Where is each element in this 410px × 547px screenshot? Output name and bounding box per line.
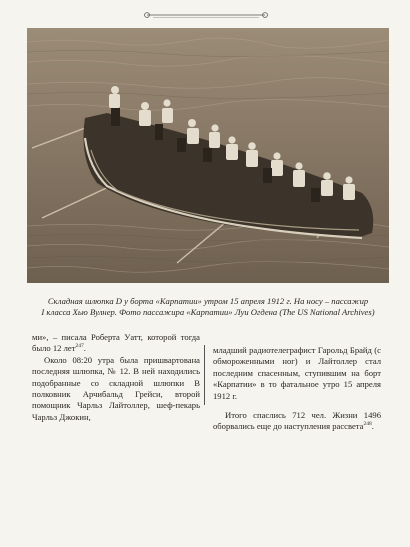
paragraph-text: ми», – писала Роберта Уатт, которой тогда было 12 лет [32,332,200,354]
photo-caption [40,296,376,318]
paragraph: Итого спаслись 712 чел. Жизни 1496 оборвались еще до наступления рассвета$^{248}$. [213,410,381,432]
footnote-ref: 248 [363,421,372,428]
ornament-divider [143,10,269,20]
text-column-right [213,345,381,433]
paragraph-text: Итого спаслись 712 чел. Жизни 1496 оборвались еще до наступления рассвета [213,410,381,432]
paragraph: ми», – писала Роберта Уатт, которой тогда было 12 лет$^{247}$. [32,332,200,354]
paragraph: младший радиотелеграфист Гарольд Брайд (с обмороженными ног) и Лайтоллер стал последним спасенным, ступившим на борт «Карпатии» в то фатальное утро 15 апреля 1912 г. [213,345,381,401]
caption-line-2: I класса Хью Вулнер. Фото пассажира «Карпатии» Луи Огдена (The US National Archives) [41,307,375,318]
footnote-ref: 247 [75,343,84,350]
text-column-left [32,332,200,423]
column-divider [204,345,205,405]
paragraph: Около 08:20 утра была пришвартована последняя шлюпка, № 12. В ней находились подобранные со складной шлюпки В полковник Арчибальд Грейси, второй помощник Чарльз Лайтоллер, шеф-пекарь Чарльз Джокин, [32,354,200,422]
lifeboat-photograph [27,28,389,283]
caption-line-1: Складная шлюпка D у борта «Карпатии» утром 15 апреля 1912 г. На носу – пассажир [47,296,369,306]
